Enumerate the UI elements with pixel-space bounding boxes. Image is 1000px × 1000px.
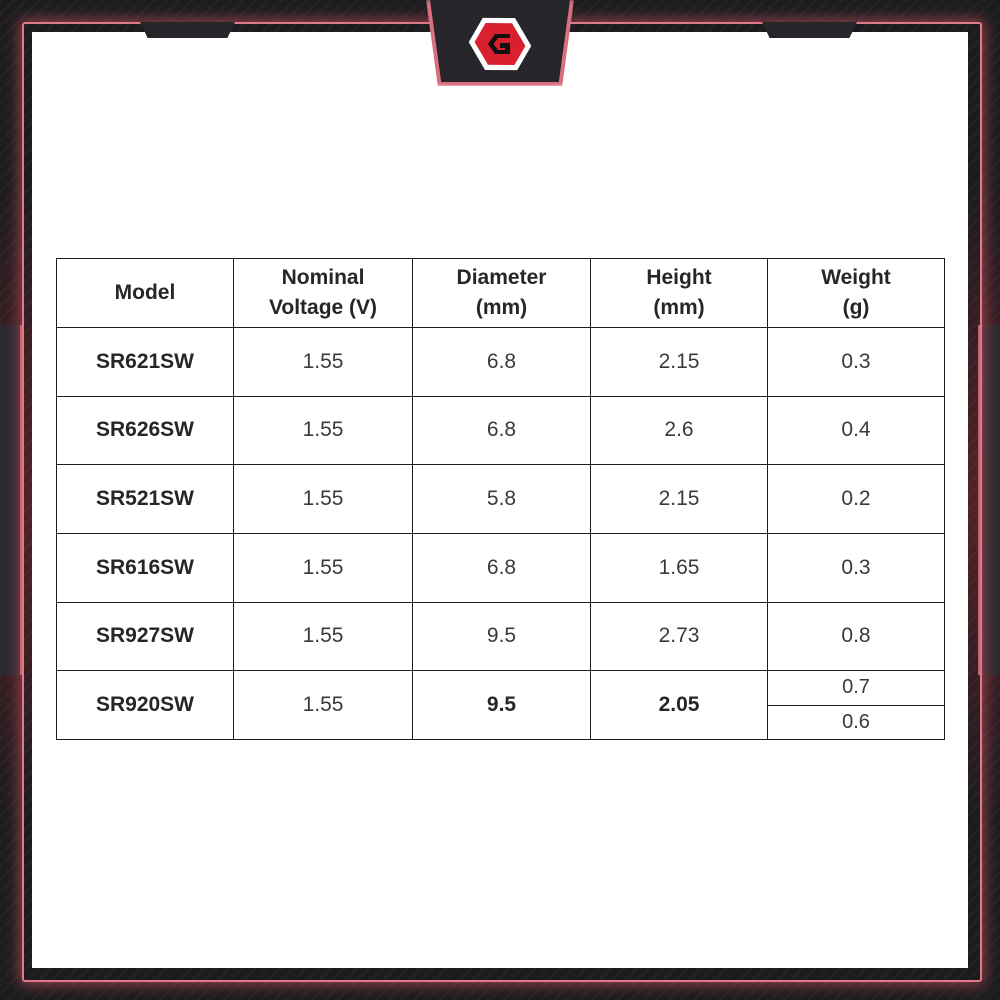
g-brand-logo-icon — [468, 12, 532, 76]
cell-diameter: 6.8 — [413, 533, 591, 602]
cell-model: SR621SW — [57, 328, 234, 397]
cell-height: 2.6 — [591, 396, 768, 465]
cell-height: 2.05 — [591, 671, 768, 740]
frame-top-tab-left — [140, 22, 235, 38]
table-row-last — [57, 671, 945, 705]
table-row — [57, 396, 945, 465]
cell-height: 1.65 — [591, 533, 768, 602]
cell-model: SR927SW — [57, 602, 234, 671]
cell-height: 2.73 — [591, 602, 768, 671]
cell-weight: 0.8 — [768, 602, 945, 671]
table-row — [57, 465, 945, 534]
cell-weight: 0.4 — [768, 396, 945, 465]
cell-voltage: 1.55 — [234, 465, 413, 534]
cell-voltage: 1.55 — [234, 671, 413, 740]
cell-weight-bottom: 0.6 — [768, 705, 945, 739]
cell-model: SR521SW — [57, 465, 234, 534]
header-height: Height (mm) — [591, 259, 768, 328]
cell-voltage: 1.55 — [234, 396, 413, 465]
table-row — [57, 533, 945, 602]
cell-model: SR920SW — [57, 671, 234, 740]
cell-voltage: 1.55 — [234, 533, 413, 602]
header-diameter: Diameter (mm) — [413, 259, 591, 328]
cell-diameter: 5.8 — [413, 465, 591, 534]
cell-weight-top: 0.7 — [768, 671, 945, 705]
cell-diameter: 6.8 — [413, 328, 591, 397]
cell-weight: 0.3 — [768, 533, 945, 602]
cell-model: SR616SW — [57, 533, 234, 602]
cell-diameter: 9.5 — [413, 602, 591, 671]
frame-top-tab-right — [762, 22, 857, 38]
table-row — [57, 602, 945, 671]
header-weight: Weight (g) — [768, 259, 945, 328]
header-model: Model — [57, 259, 234, 328]
frame-side-tab-left — [0, 325, 22, 675]
cell-height: 2.15 — [591, 465, 768, 534]
cell-voltage: 1.55 — [234, 602, 413, 671]
cell-weight: 0.2 — [768, 465, 945, 534]
cell-weight: 0.3 — [768, 328, 945, 397]
cell-height: 2.15 — [591, 328, 768, 397]
table-row — [57, 328, 945, 397]
cell-model: SR626SW — [57, 396, 234, 465]
cell-diameter: 9.5 — [413, 671, 591, 740]
cell-voltage: 1.55 — [234, 328, 413, 397]
header-nominal-voltage: Nominal Voltage (V) — [234, 259, 413, 328]
battery-spec-table — [56, 258, 945, 740]
cell-diameter: 6.8 — [413, 396, 591, 465]
table-header-row — [57, 259, 945, 328]
